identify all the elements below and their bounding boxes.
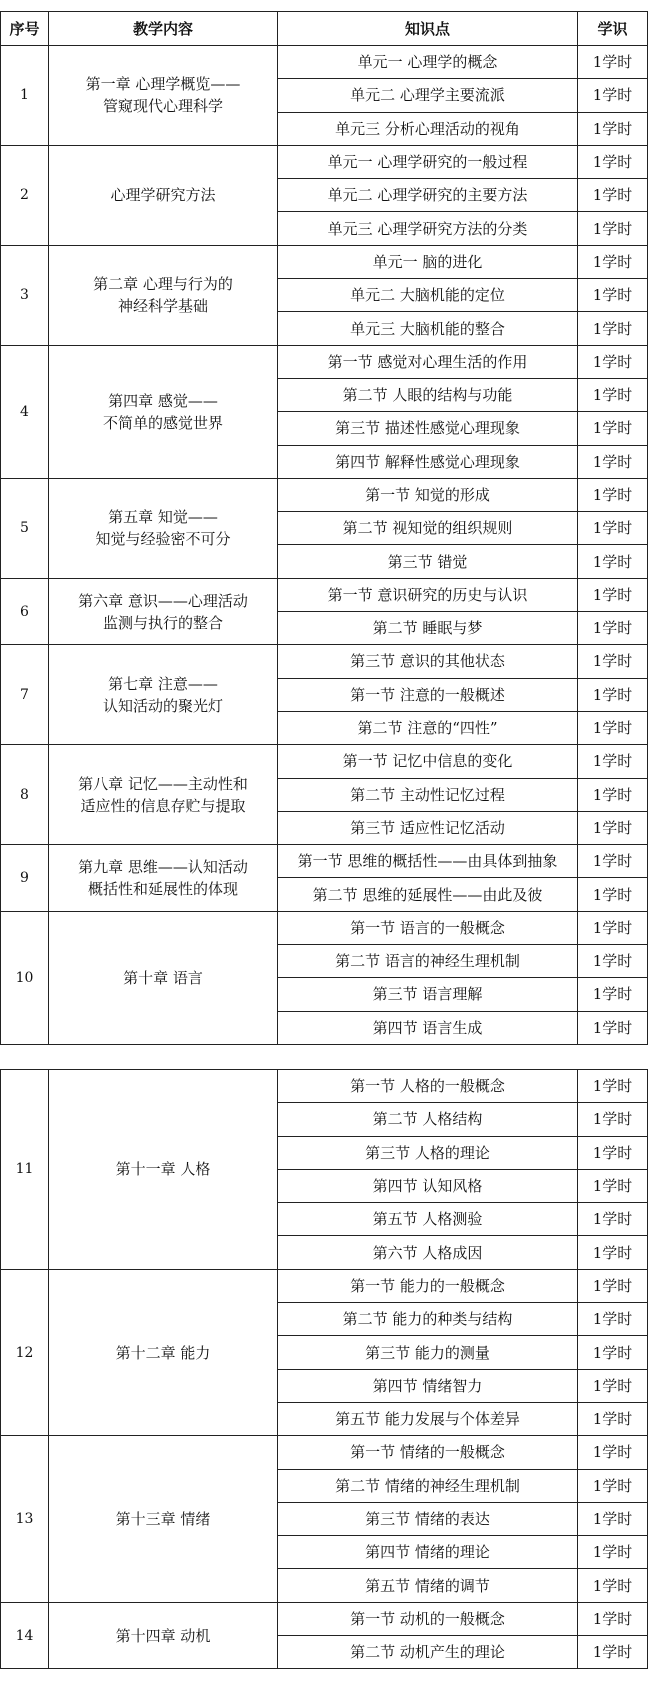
chapter-title [49,1436,278,1602]
knowledge-point: 第三节 情绪的表达 [278,1502,578,1535]
chapter-title [49,578,278,645]
hours-cell: 1学时 [578,711,648,744]
hours-cell: 1学时 [578,212,648,245]
hours-cell: 1学时 [578,512,648,545]
syllabus-table-part2 [0,1069,648,1669]
knowledge-point: 第二节 注意的“四性” [278,711,578,744]
chapter-title [49,645,278,745]
chapter-title-line2: 知觉与经验密不可分 [95,530,231,549]
hours-cell: 1学时 [578,312,648,345]
knowledge-point: 第二节 人眼的结构与功能 [278,378,578,411]
chapter-title-line1: 第十一章 人格 [115,1160,211,1179]
table-row [1,1269,648,1302]
chapter-title [49,345,278,478]
hours-cell: 1学时 [578,1569,648,1602]
row-index: 14 [1,1602,49,1669]
knowledge-point: 第四节 情绪智力 [278,1369,578,1402]
chapter-title-line1: 第一章 心理学概览—— [85,75,241,94]
table-row [1,245,648,278]
chapter-title-line2: 认知活动的聚光灯 [102,696,223,715]
chapter-title-line1: 心理学研究方法 [110,186,216,205]
hours-cell: 1学时 [578,1536,648,1569]
chapter-title [49,911,278,1044]
hours-cell: 1学时 [578,412,648,445]
knowledge-point: 第五节 人格测验 [278,1203,578,1236]
chapter-title-line1: 第七章 注意—— [108,674,218,693]
hours-cell: 1学时 [578,112,648,145]
knowledge-point: 第三节 人格的理论 [278,1136,578,1169]
chapter-title-line1: 第十二章 能力 [115,1343,211,1362]
knowledge-point: 第三节 错觉 [278,545,578,578]
knowledge-point: 第一节 意识研究的历史与认识 [278,578,578,611]
knowledge-point: 第一节 动机的一般概念 [278,1602,578,1635]
knowledge-point: 第二节 主动性记忆过程 [278,778,578,811]
chapter-title-line2: 神经科学基础 [117,297,208,316]
hours-cell: 1学时 [578,345,648,378]
table-row [1,345,648,378]
table-row [1,845,648,878]
hours-cell: 1学时 [578,1136,648,1169]
knowledge-point: 第一节 知觉的形成 [278,478,578,511]
hours-cell: 1学时 [578,945,648,978]
chapter-title-line1: 第十四章 动机 [115,1626,211,1645]
knowledge-point: 第一节 能力的一般概念 [278,1269,578,1302]
knowledge-point: 第二节 情绪的神经生理机制 [278,1469,578,1502]
row-index: 9 [1,845,49,912]
knowledge-point: 单元一 心理学研究的一般过程 [278,145,578,178]
hours-cell: 1学时 [578,1602,648,1635]
knowledge-point: 第二节 睡眠与梦 [278,612,578,645]
chapter-title [49,478,278,578]
hours-cell: 1学时 [578,678,648,711]
knowledge-point: 第三节 适应性记忆活动 [278,811,578,844]
knowledge-point: 第一节 思维的概括性——由具体到抽象 [278,845,578,878]
knowledge-point: 单元三 大脑机能的整合 [278,312,578,345]
hours-cell: 1学时 [578,978,648,1011]
row-index: 7 [1,645,49,745]
table-row [1,911,648,944]
hours-cell: 1学时 [578,878,648,911]
knowledge-point: 第二节 人格结构 [278,1103,578,1136]
hours-cell: 1学时 [578,545,648,578]
knowledge-point: 第一节 语言的一般概念 [278,911,578,944]
knowledge-point: 第二节 语言的神经生理机制 [278,945,578,978]
chapter-title-line2: 管窥现代心理科学 [102,97,223,116]
hours-cell: 1学时 [578,1236,648,1269]
hours-cell: 1学时 [578,778,648,811]
hours-cell: 1学时 [578,845,648,878]
knowledge-point: 第四节 语言生成 [278,1011,578,1044]
table-row [1,46,648,79]
knowledge-point: 第二节 能力的种类与结构 [278,1303,578,1336]
hours-cell: 1学时 [578,1103,648,1136]
chapter-title [49,1070,278,1270]
hours-cell: 1学时 [578,179,648,212]
hours-cell: 1学时 [578,1070,648,1103]
hours-cell: 1学时 [578,1336,648,1369]
hours-cell: 1学时 [578,445,648,478]
table-row [1,645,648,678]
knowledge-point: 单元一 心理学的概念 [278,46,578,79]
knowledge-point: 第一节 记忆中信息的变化 [278,745,578,778]
knowledge-point: 第四节 解释性感觉心理现象 [278,445,578,478]
hours-cell: 1学时 [578,1502,648,1535]
hours-cell: 1学时 [578,1636,648,1669]
hours-cell: 1学时 [578,1203,648,1236]
hours-cell: 1学时 [578,1402,648,1435]
knowledge-point: 第六节 人格成因 [278,1236,578,1269]
row-index: 2 [1,145,49,245]
hours-cell: 1学时 [578,612,648,645]
chapter-title [49,46,278,146]
chapter-title [49,745,278,845]
knowledge-point: 第四节 认知风格 [278,1169,578,1202]
hours-cell: 1学时 [578,1469,648,1502]
knowledge-point: 单元二 心理学主要流派 [278,79,578,112]
chapter-title-line1: 第十三章 情绪 [115,1510,211,1528]
hours-cell: 1学时 [578,1369,648,1402]
table-row [1,1070,648,1103]
row-index: 5 [1,478,49,578]
hours-cell: 1学时 [578,1436,648,1469]
knowledge-point: 第四节 情绪的理论 [278,1536,578,1569]
table-row [1,1602,648,1635]
chapter-title-line2: 不简单的感觉世界 [102,413,223,432]
hours-cell: 1学时 [578,811,648,844]
table-row [1,145,648,178]
hours-cell: 1学时 [578,1169,648,1202]
hours-cell: 1学时 [578,911,648,944]
hours-cell: 1学时 [578,1303,648,1336]
chapter-title-line1: 第八章 记忆——主动性和 [78,774,248,793]
row-index: 10 [1,911,49,1044]
row-index: 11 [1,1070,49,1270]
knowledge-point: 单元二 心理学研究的主要方法 [278,179,578,212]
chapter-title-line2: 适应性的信息存贮与提取 [80,796,246,815]
chapter-title-line1: 第九章 思维——认知活动 [78,857,248,876]
chapter-title-line2: 概括性和延展性的体现 [87,879,238,898]
knowledge-point: 第二节 思维的延展性——由此及彼 [278,878,578,911]
knowledge-point: 第三节 能力的测量 [278,1336,578,1369]
row-index: 3 [1,245,49,345]
chapter-title [49,1269,278,1435]
chapter-title-line1: 第六章 意识——心理活动 [78,591,248,610]
hours-cell: 1学时 [578,1269,648,1302]
chapter-title-line1: 第四章 感觉—— [108,391,218,410]
knowledge-point: 单元一 脑的进化 [278,245,578,278]
chapter-title [49,145,278,245]
hours-cell: 1学时 [578,79,648,112]
hours-cell: 1学时 [578,578,648,611]
knowledge-point: 第五节 情绪的调节 [278,1569,578,1602]
row-index: 1 [1,46,49,146]
chapter-title [49,845,278,912]
knowledge-point: 第一节 感觉对心理生活的作用 [278,345,578,378]
table-header-row [1,12,648,46]
knowledge-point: 第二节 动机产生的理论 [278,1636,578,1669]
hours-cell: 1学时 [578,1011,648,1044]
syllabus-table-part1 [0,11,648,1045]
knowledge-point: 第一节 人格的一般概念 [278,1070,578,1103]
table-row [1,1436,648,1469]
chapter-title [49,245,278,345]
table-row [1,478,648,511]
hours-cell: 1学时 [578,245,648,278]
chapter-title-line1: 第十章 语言 [123,968,203,987]
knowledge-point: 第二节 视知觉的组织规则 [278,512,578,545]
table-row [1,578,648,611]
chapter-title-line1: 第五章 知觉—— [108,508,218,527]
chapter-title-line2: 监测与执行的整合 [102,613,223,632]
hours-cell: 1学时 [578,378,648,411]
knowledge-point: 单元二 大脑机能的定位 [278,279,578,312]
knowledge-point: 第三节 语言理解 [278,978,578,1011]
row-index: 4 [1,345,49,478]
header-hours: 学识 [578,12,648,46]
knowledge-point: 单元三 心理学研究方法的分类 [278,212,578,245]
chapter-title-line1: 第二章 心理与行为的 [93,275,233,294]
knowledge-point: 第五节 能力发展与个体差异 [278,1402,578,1435]
header-index: 序号 [1,12,49,46]
hours-cell: 1学时 [578,745,648,778]
hours-cell: 1学时 [578,279,648,312]
row-index: 6 [1,578,49,645]
knowledge-point: 第三节 描述性感觉心理现象 [278,412,578,445]
header-points: 知识点 [278,12,578,46]
row-index: 12 [1,1269,49,1435]
knowledge-point: 第三节 意识的其他状态 [278,645,578,678]
hours-cell: 1学时 [578,145,648,178]
hours-cell: 1学时 [578,478,648,511]
knowledge-point: 单元三 分析心理活动的视角 [278,112,578,145]
table-row [1,745,648,778]
hours-cell: 1学时 [578,46,648,79]
hours-cell: 1学时 [578,645,648,678]
header-content: 教学内容 [49,12,278,46]
knowledge-point: 第一节 情绪的一般概念 [278,1436,578,1469]
chapter-title [49,1602,278,1669]
row-index: 8 [1,745,49,845]
knowledge-point: 第一节 注意的一般概述 [278,678,578,711]
row-index: 13 [1,1436,49,1602]
